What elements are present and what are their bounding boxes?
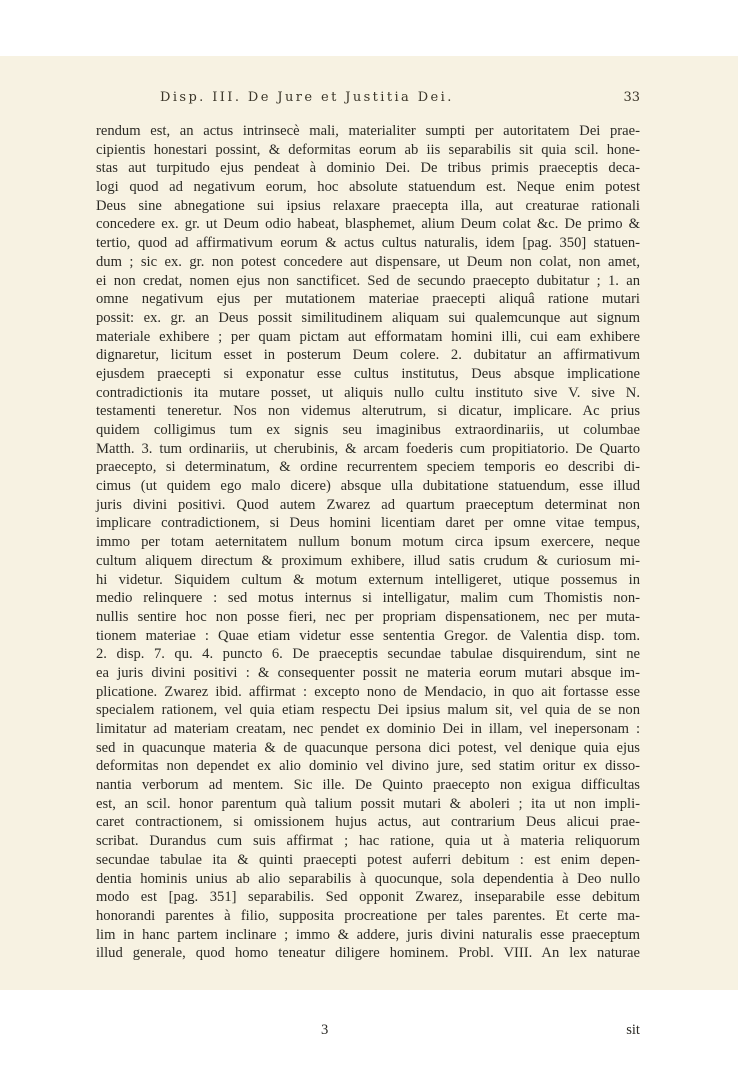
text-line: cultum aliquem directum & proximum exhibere, illud satis crudum & curiosum mi- xyxy=(96,552,640,569)
header-title: Disp. III. De Jure et Justitia Dei. xyxy=(160,90,454,105)
text-line: juris divini positivi. Quod autem Zwarez ad quartum praeceptum determinat non xyxy=(96,496,640,513)
text-line: possit: ex. gr. an Deus possit similitudinem aliquam sui qualemcunque aut signum xyxy=(96,309,640,326)
text-line: Deus sine abnegatione sui ipsius relaxare praecepta illa, aut creaturae rationali xyxy=(96,197,640,214)
text-line: medio relinquere : sed motus internus si intelligatur, malim cum Thomistis non- xyxy=(96,590,640,607)
text-line: hi videtur. Siquidem cultum & motum externum intelligeret, utique possemus in xyxy=(96,571,640,588)
text-line: nantia verborum ad mentem. Sic ille. De Quinto praecepto non exigua difficultas xyxy=(96,777,640,794)
text-line: dentia hominis unius ab alio separabilis à quocunque, sola dependentia à Deo nullo xyxy=(96,870,640,887)
page-number: 33 xyxy=(623,90,640,105)
running-header xyxy=(160,90,640,110)
signature-mark: 3 xyxy=(321,1022,329,1038)
text-line: Matth. 3. tum ordinariis, ut cherubinis, & arcam foederis cum propitiatorio. De Quarto xyxy=(96,440,640,457)
text-line: cimus (ut quidem ego malo dicere) absque ulla dubitatione statuendum, esse illud xyxy=(96,478,640,495)
text-line: praecepto, si determinatum, & ordine recurrentem speciem temporis eo describi di- xyxy=(96,459,640,476)
text-line: lim in hanc partem inclinare ; immo & addere, juris divini naturalis esse praeceptum xyxy=(96,926,640,943)
body-text xyxy=(96,122,640,963)
text-line: plicatione. Zwarez ibid. affirmat : excepto nono de Mendacio, in quo ait fortasse esse xyxy=(96,683,640,700)
text-line: cipientis honestari possint, & deformitas eorum ab iis separabilis sit quia scil. hone- xyxy=(96,141,640,158)
text-line: illud generale, quod homo teneatur diligere hominem. Probl. VIII. An lex naturae xyxy=(96,945,640,962)
text-line: ea juris divini positivi : & consequenter possit ne materia eorum mutari absque im- xyxy=(96,664,640,681)
text-line: limitatur ad materiam creatam, nec pendet ex dominio Dei in illam, vel inepersonam : xyxy=(96,721,640,737)
text-line: immo per totam aeternitatem nullum bonum motum circa ipsum exercere, neque xyxy=(96,534,640,551)
text-line: nullis sentire hoc non posse fieri, nec per propriam dispensationem, nec per muta- xyxy=(96,608,640,625)
text-line: materiale exhibere ; per quam pictam aut efformatam homini illi, cui eam exhibere xyxy=(96,328,640,345)
text-line: honorandi parentes à filio, supposita procreatione per tales parentes. Et certe ma- xyxy=(96,907,640,924)
text-line: specialem rationem, vel quia etiam respectu Dei ipsius malum sit, vel quia de se non xyxy=(96,702,640,719)
text-line: ei non credat, nomen ejus non sanctificet. Sed de secundo praecepto dubitatur ; 1. an xyxy=(96,272,640,289)
text-line: deformitas non dependet ex alio dominio vel divino jure, sed statim oritur ex disso- xyxy=(96,758,640,775)
catchword: sit xyxy=(626,1022,640,1038)
text-line: ejusdem praecepti si exponatur esse cultus institutus, Deus absque implicatione xyxy=(96,365,640,382)
text-line: contradictionis ita mutare posset, ut aliquis nullo cultu instituto sive V. sive N. xyxy=(96,384,640,401)
text-line: tionem materiae : Quae etiam videtur esse sententia Gregor. de Valentia disp. tom. xyxy=(96,627,640,644)
text-line: stas aut turpitudo ejus pendeat à dominio Dei. De tribus primis praeceptis deca- xyxy=(96,160,640,177)
text-line: 2. disp. 7. qu. 4. puncto 6. De praeceptis secundae tabulae disquirendum, sint ne xyxy=(96,646,640,663)
text-line: logi quod ad negativum eorum, hoc absolute statuendum est. Neque enim potest xyxy=(96,179,640,196)
text-line: rendum est, an actus intrinsecè mali, materialiter sumpti per autoritatem Dei prae- xyxy=(96,123,640,139)
page-footer xyxy=(96,1024,640,1042)
text-line: concedere ex. gr. ut Deum odio habeat, blasphemet, alium Deum colat &c. De primo & xyxy=(96,216,640,233)
text-line: est, an scil. honor parentum quà talium possit mutari & aboleri ; ita ut non impli- xyxy=(96,795,640,812)
text-line: implicare contradictionem, si Deus homini licentiam daret per omne vitae tempus, xyxy=(96,515,640,532)
text-line: dum ; sic ex. gr. non potest concedere aut dispensare, ut Deum non colat, non amet, xyxy=(96,253,640,270)
text-line: omne negativum ejus per mutationem materiae praecepti aliquâ ratione mutari xyxy=(96,291,640,308)
text-line: secundae tabulae ita & quinti praecepti potest auferri debitum : est enim depen- xyxy=(96,851,640,868)
text-line: caret contractionem, si omissionem hujus actus, aut contrarium Deus alicui prae- xyxy=(96,814,640,831)
text-line: dignaretur, licitum esset in posterum Deum colere. 2. dubitatur an affirmativum xyxy=(96,347,640,364)
text-line: scribat. Durandus cum suis affirmat ; hac ratione, quia ut à materia reliquorum xyxy=(96,833,640,850)
text-line: tertio, quod ad affirmativum eorum & actus cultus naturalis, idem [pag. 350] statuen- xyxy=(96,235,640,252)
text-line: sed in quacunque materia & de quacunque persona dici potest, vel denique quia ejus xyxy=(96,739,640,756)
text-line: testamenti teneretur. Nos non videmus alterutrum, si dicatur, implicare. Ac prius xyxy=(96,403,640,420)
text-line: modo est [pag. 351] separabilis. Sed opponit Zwarez, inseparabile esse debitum xyxy=(96,889,640,906)
text-line: quidem colligimus tum ex signis seu imaginibus extraordinariis, ut columbae xyxy=(96,422,640,438)
